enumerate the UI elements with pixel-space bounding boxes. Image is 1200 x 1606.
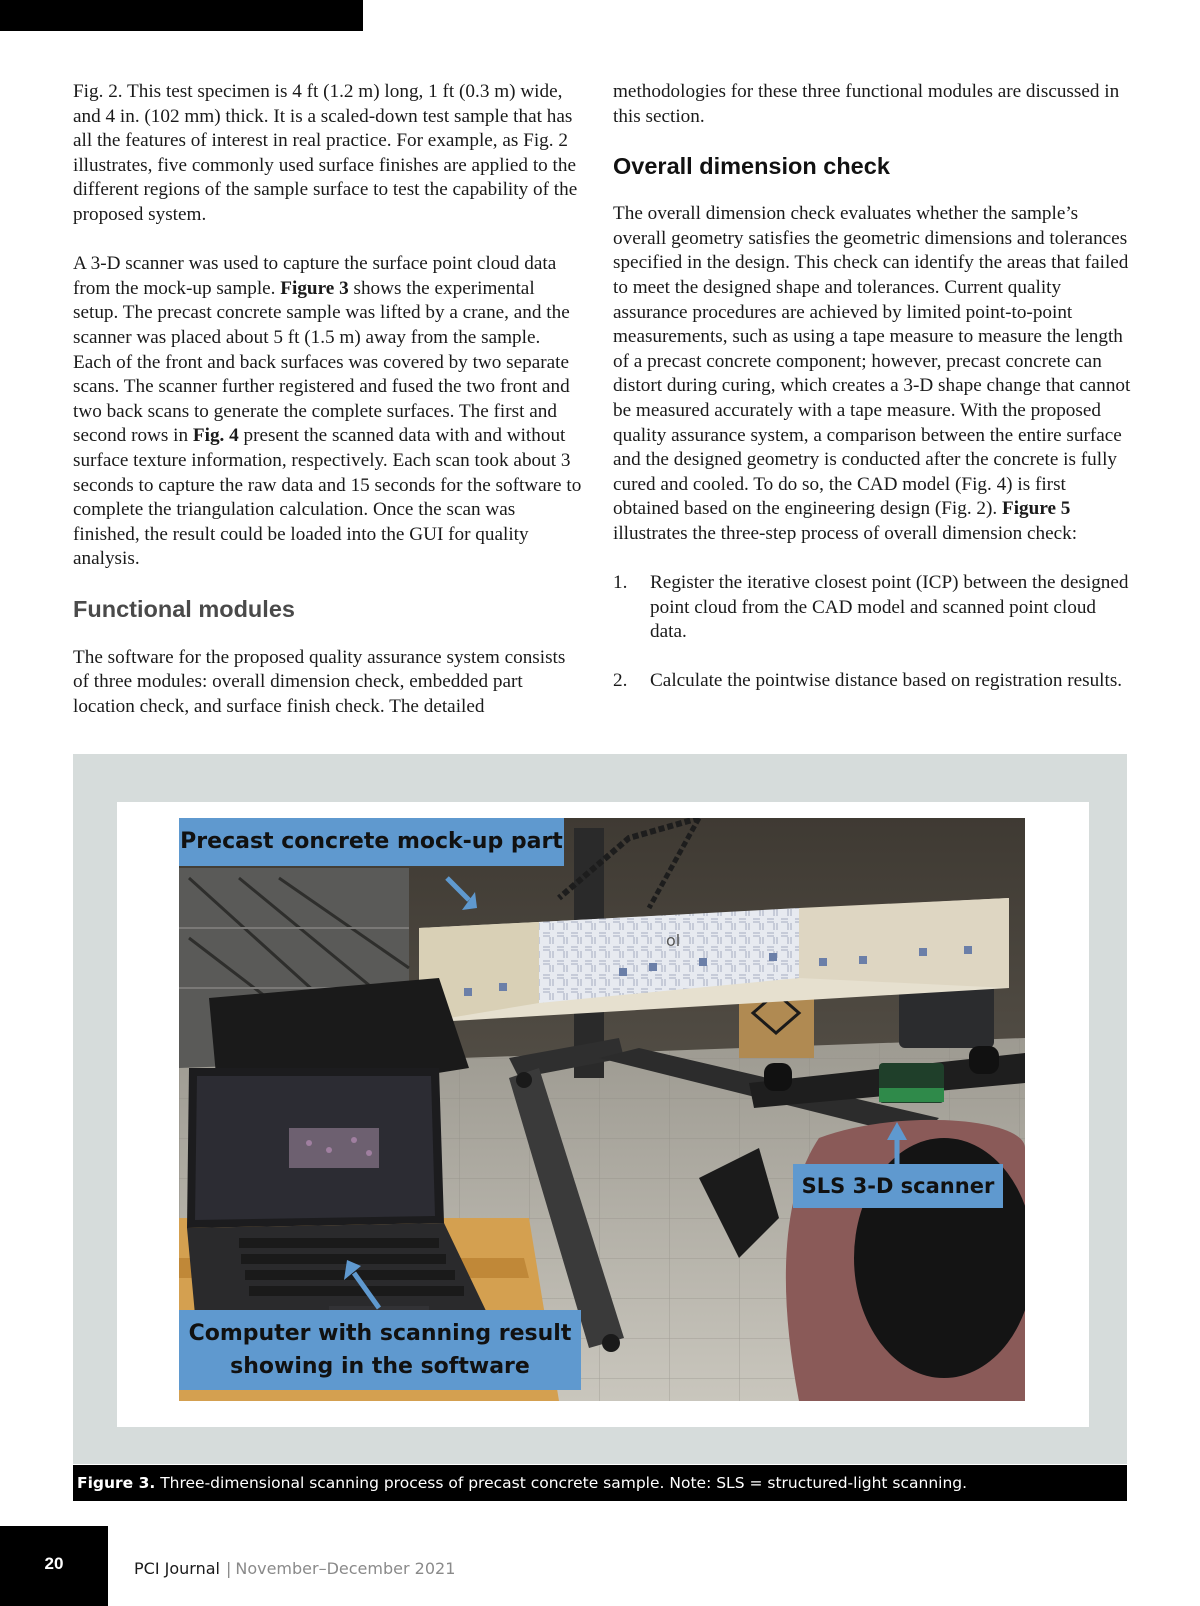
top-black-bar <box>0 0 363 31</box>
left-paragraph-1: Fig. 2. This test specimen is 4 ft (1.2 m) long, 1 ft (0.3 m) wide, and 4 in. (102 mm) thick. It is a scaled-down test sample that has all the features of interest in real practice. For example, as Fig. 2 illustrates, five commonly used surface finishes are applied to the different regions of the sample surface to test the capability of the proposed system. <box>73 81 578 225</box>
figure-3-panel <box>73 754 1127 1464</box>
overall-dimension-heading: Overall dimension check <box>613 153 890 180</box>
right-paragraph-1: methodologies for these three functional modules are discussed in this section. <box>613 81 1120 127</box>
figure-3-reference: Figure 3 <box>280 277 349 299</box>
process-steps-list <box>613 571 1133 694</box>
page-number-box <box>0 1526 108 1606</box>
figure-5-reference: Figure 5 <box>1002 498 1071 520</box>
callout-mockup-part: Precast concrete mock-up part <box>179 818 564 866</box>
svg-text:ol: ol <box>666 931 681 950</box>
left-column <box>73 80 583 720</box>
right-column <box>613 80 1133 719</box>
functional-modules-heading: Functional modules <box>73 595 295 622</box>
step-item: 2. Calculate the pointwise distance based on registration results. <box>613 670 1123 692</box>
page-number: 20 <box>44 1554 64 1573</box>
callout-computer <box>179 1310 581 1390</box>
left-paragraph-3: The software for the proposed quality assurance system consists of three modules: overall dimension check, embedded part location check, and surface finish check. The detailed <box>73 646 566 718</box>
footer-separator: | <box>225 1559 232 1578</box>
callout-computer-line-1: Computer with scanning result <box>188 1321 572 1346</box>
callout-scanner: SLS 3-D scanner <box>793 1164 1003 1208</box>
figure-4-reference: Fig. 4 <box>192 425 239 447</box>
journal-footer <box>134 1559 455 1578</box>
figure-3-caption <box>73 1465 1127 1501</box>
journal-name: PCI Journal <box>134 1559 220 1578</box>
right-paragraph-2: The overall dimension check evaluates whether the sample’s overall geometry satisfies the geometric dimensions and tolerances specified in the design. This check can identify the areas that failed to meet the designed shape and tolerances. Current quality assurance procedures are achieved by limited point-to-point measurements, such as using a tape measure to measure the length of a precast concrete component; however, precast concrete can distort during curing, which creates a 3-D shape change that cannot be measured accurately with a tape measure. With the proposed quality assurance system, a comparison between the entire surface and the designed geometry is conducted after the concrete is fully cured and cooled. To do so, the CAD model (Fig. 4) is first obtained based on the engineering design (Fig. 2). Figure 5 illustrates the three-step process of overall dimension check: <box>613 203 1131 544</box>
scanning-setup-photo <box>179 818 1025 1401</box>
issue-date: November–December 2021 <box>235 1559 456 1578</box>
caption-label: Figure 3. <box>77 1474 156 1492</box>
left-paragraph-2: A 3-D scanner was used to capture the surface point cloud data from the mock-up sample. Figure 3 shows the experimental setup. The precast concrete sample was lifted by a crane, and the scanner was placed about 5 ft (1.5 m) away from the sample. Each of the front and back surfaces was covered by two separate scans. The scanner further registered and fused the two front and two back scans to generate the complete surfaces. The first and second rows in Fig. 4 present the scanned data with and without surface texture information, respectively. Each scan took about 3 seconds to capture the raw data and 15 seconds for the software to complete the triangulation calculation. Once the scan was finished, the result could be loaded into the GUI for quality analysis. <box>73 253 582 570</box>
figure-3-frame <box>117 802 1089 1427</box>
caption-text: Three-dimensional scanning process of precast concrete sample. Note: SLS = structured-light scanning. <box>155 1474 968 1492</box>
step-item: 1. Register the iterative closest point (ICP) between the designed point cloud from the CAD model and scanned point cloud data. <box>613 572 1129 643</box>
callout-computer-line-2: showing in the software <box>230 1354 530 1379</box>
